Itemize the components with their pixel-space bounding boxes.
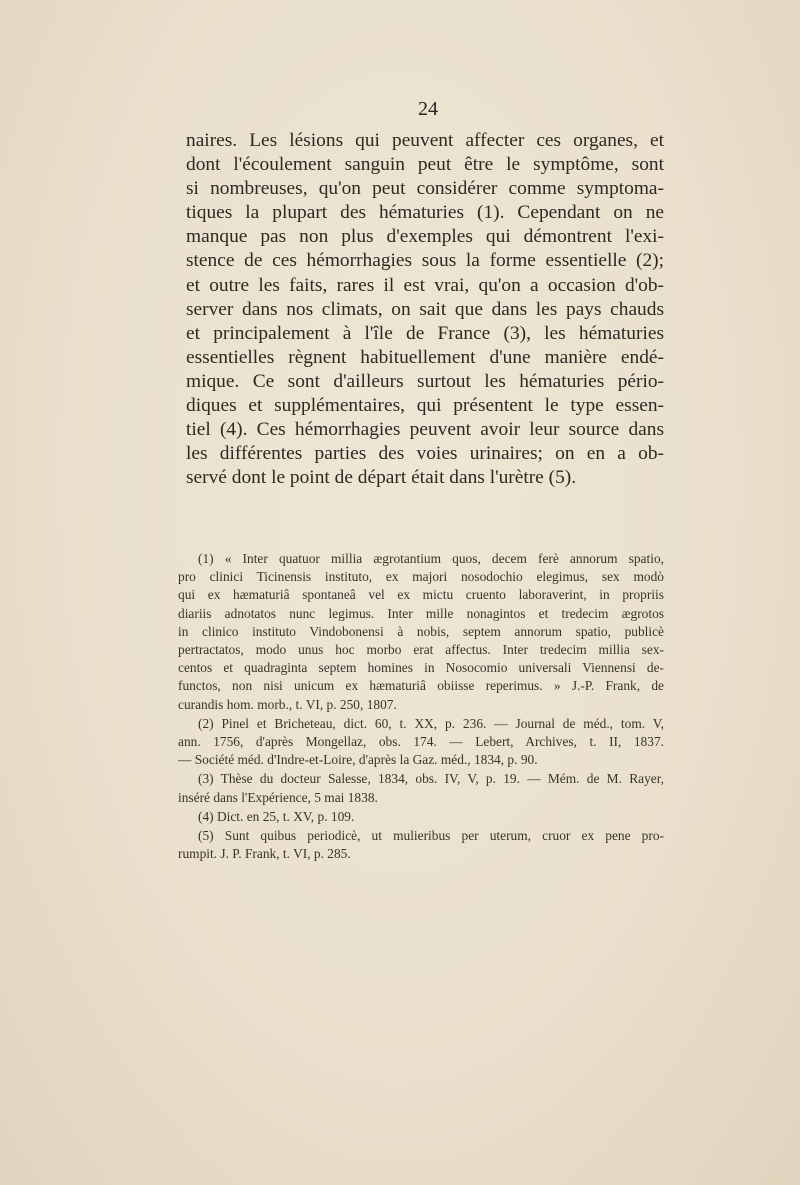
footnote-line: pertractatos, modo unus hoc morbo erat affectus. Inter tredecim millia sex-	[178, 642, 664, 658]
footnote-line: (5) Sunt quibus periodicè, ut mulieribus per uterum, cruor ex pene pro-	[198, 828, 664, 844]
body-line: server dans nos climats, on sait que dans les pays chauds	[186, 298, 664, 320]
body-line: et principalement à l'île de France (3), les hématuries	[186, 322, 664, 344]
body-line: essentielles règnent habituellement d'une manière endé-	[186, 346, 664, 368]
body-line: dont l'écoulement sanguin peut être le symptôme, sont	[186, 154, 664, 176]
body-line: tiel (4). Ces hémorrhagies peuvent avoir leur source dans	[186, 419, 664, 441]
footnote-line: ann. 1756, d'après Mongellaz, obs. 174. — Lebert, Archives, t. II, 1837.	[178, 734, 664, 750]
body-line: naires. Les lésions qui peuvent affecter ces organes, et	[186, 130, 664, 151]
page-number: 24	[418, 98, 438, 120]
footnote-4	[178, 808, 664, 826]
footnote-2	[178, 715, 664, 770]
footnote-3	[178, 770, 664, 806]
body-line: manque pas non plus d'exemples qui démontrent l'exi-	[186, 226, 664, 248]
footnote-line: pro clinici Ticinensis instituto, ex majori nosodochio elegimus, sex modò	[178, 569, 664, 585]
footnote-line: (2) Pinel et Bricheteau, dict. 60, t. XX, p. 236. — Journal de méd., tom. V,	[198, 715, 664, 731]
main-paragraph	[186, 129, 664, 490]
body-line: stence de ces hémorrhagies sous la forme essentielle (2);	[186, 250, 664, 272]
footnotes	[178, 550, 664, 863]
body-line: et outre les faits, rares il est vrai, qu'on a occasion d'ob-	[186, 274, 664, 296]
body-line: servé dont le point de départ était dans l'urètre (5).	[186, 467, 577, 489]
footnote-line: functos, non nisi unicum ex hæmaturiâ obiisse reperimus. » J.-P. Frank, de	[178, 678, 664, 694]
footnote-line: curandis hom. morb., t. VI, p. 250, 1807.	[178, 696, 397, 712]
footnote-line: qui ex hæmaturiâ spontaneâ vel ex mictu cruento laboraverint, in propriis	[178, 587, 664, 603]
footnote-1	[178, 550, 664, 714]
body-line: si nombreuses, qu'on peut considérer comme symptoma-	[186, 178, 664, 200]
body-line: tiques la plupart des hématuries (1). Cependant on ne	[186, 202, 664, 224]
footnote-line: (3) Thèse du docteur Salesse, 1834, obs. IV, V, p. 19. — Mém. de M. Rayer,	[198, 771, 664, 787]
body-line: diques et supplémentaires, qui présentent le type essen-	[186, 395, 664, 417]
footnote-line: (1) « Inter quatuor millia ægrotantium quos, decem ferè annorum spatio,	[198, 551, 664, 566]
footnote-5	[178, 827, 664, 863]
footnote-line: inséré dans l'Expérience, 5 mai 1838.	[178, 789, 378, 805]
body-line: les différentes parties des voies urinaires; on en a ob-	[186, 443, 664, 465]
footnote-line: — Société méd. d'Indre-et-Loire, d'après la Gaz. méd., 1834, p. 90.	[178, 752, 538, 768]
footnote-line: centos et quadraginta septem homines in Nosocomio universali Viennensi de-	[178, 660, 664, 676]
body-line: mique. Ce sont d'ailleurs surtout les hématuries pério-	[186, 370, 664, 392]
footnote-line: in clinico instituto Vindobonensi à nobis, septem annorum spatio, publicè	[178, 623, 664, 639]
footnote-line: diariis adnotatos nunc legimus. Inter mille nonagintos et tredecim ægrotos	[178, 605, 664, 621]
footnote-line: rumpit. J. P. Frank, t. VI, p. 285.	[178, 846, 351, 862]
footnote-line: (4) Dict. en 25, t. XV, p. 109.	[198, 808, 355, 824]
